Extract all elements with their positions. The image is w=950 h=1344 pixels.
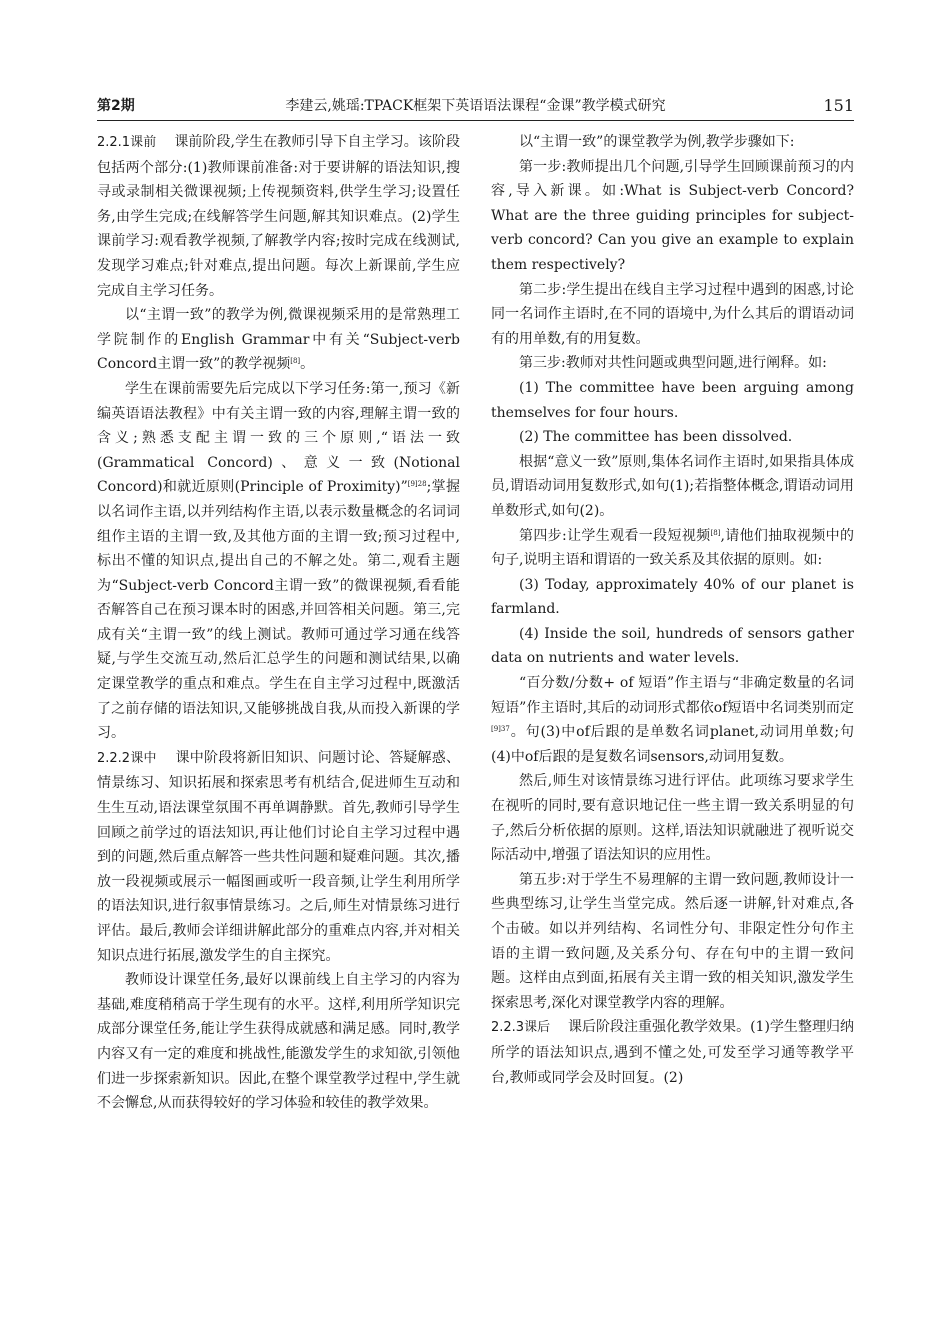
paragraph [491, 524, 854, 573]
paragraph-text: 教师设计课堂任务,最好以课前线上自主学习的内容为基础,难度稍稍高于学生现有的水平。这样,利用所学知识完成部分课堂任务,能让学生获得成就感和满足感。同时,教学内容又有一定的难度和挑战性,能激发学生的求知欲,引领他们进一步探索新知识。因此,在整个课堂教学过程中,学生就不会懈怠,从而获得较好的学习体验和较佳的教学效果。 [97, 972, 460, 1112]
paragraph-text: 。句(3)中of后跟的是单数名词planet,动词用单数;句(4)中of后跟的是复数名词sensors,动词用复数。 [491, 724, 854, 765]
paragraph-text: 第一步:教师提出几个问题,引导学生回顾课前预习的内容,导入新课。如:What is Subject-verb Concord? What are the three guiding principles for subject-verb concord? Can you give an example to explain them respectively? [491, 158, 854, 273]
citation: [8] [710, 528, 721, 537]
paragraph [491, 130, 854, 155]
paragraph-text: (3) Today, approximately 40% of our planet is farmland. [491, 576, 854, 618]
paragraph-text: 第四步:让学生观看一段短视频 [519, 527, 711, 544]
paragraph-text: (1) The committee have been arguing among themselves for four hours. [491, 379, 854, 421]
paragraph-text: 以“主谓一致”的课堂教学为例,教学步骤如下: [519, 134, 795, 150]
paragraph [491, 769, 854, 867]
issue-number: 第2期 [97, 98, 135, 114]
paragraph-text: 第三步:教师对共性问题或典型问题,进行阐释。如: [519, 355, 827, 372]
paragraph [491, 1015, 854, 1090]
paragraph [97, 303, 460, 377]
paragraph-text: ;掌握以名词作主语,以并列结构作主语,以表示数量概念的名词词组作主语的主谓一致,及其他方面的主谓一致;预习过程中,标出不懂的知识点,提出自己的不解之处。第二,观看主题为“Subject-verb Concord主谓一致”的微课视频,看看能否解答自己在预习课本时的困惑,并回答相关问题。第三,完成有关“主谓一致”的线上测试。教师可通过学习通在线答疑,与学生交流互动,然后汇总学生的问题和测试结果,以确定课堂教学的重点和难点。学生在自主学习过程中,既激活了之前存储的语法知识,又能够挑战自我,从而投入新课的学习。 [97, 479, 460, 742]
paragraph [491, 868, 854, 1016]
paragraph [97, 746, 460, 968]
paragraph-text: 学生在课前需要先后完成以下学习任务:第一,预习《新编英语语法教程》中有关主谓一致的内容,理解主谓一致的含义;熟悉支配主谓一致的三个原则,“语法一致(Grammatical Concord)、意义一致(Notional Concord)和就近原则(Principle of Proximity)” [97, 380, 460, 496]
left-column [97, 130, 460, 1116]
paragraph-text: 第五步:对于学生不易理解的主谓一致问题,教师设计一些典型练习,让学生当堂完成。然后逐一讲解,针对难点,各个击破。如以并列结构、名词性分句、非限定性分句作主语的主谓一致问题,及关系分句、存在句中的主谓一致问题。这样由点到面,拓展有关主谓一致的相关知识,激发学生探索思考,深化对课堂教学内容的理解。 [491, 871, 854, 1011]
paragraph-text: 课前阶段,学生在教师引导下自主学习。该阶段包括两个部分:(1)教师课前准备:对于要讲解的语法知识,搜寻或录制相关微课视频;上传视频资料,供学生学习;设置任务,由学生完成;在线解答学生问题,解其知识难点。(2)学生课前学习:观看教学视频,了解教学内容;按时完成在线测试,发现学习难点;针对难点,提出问题。每次上新课前,学生应完成自主学习任务。 [97, 134, 460, 299]
right-column [491, 130, 854, 1090]
section-heading-2-2-2: 2.2.2课中 [97, 750, 157, 766]
paragraph [97, 968, 460, 1116]
article-title-header: 李建云,姚瑶:TPACK框架下英语语法课程“金课”教学模式研究 [285, 98, 666, 114]
paragraph [491, 450, 854, 524]
citation: [9]28 [407, 480, 427, 489]
paragraph [491, 671, 854, 769]
citation: [9]37 [491, 725, 510, 734]
paragraph-text: ,请他们抽取视频中的句子,说明主语和谓语的一致关系及其依据的原则。如: [491, 527, 854, 569]
paragraph-text: 然后,师生对该情景练习进行评估。此项练习要求学生在视听的同时,要有意识地记住一些主谓一致关系明显的句子,然后分析依据的原则。这样,语法知识就融进了视听说交际活动中,增强了语法知识的应用性。 [491, 773, 854, 864]
paragraph-text: “百分数/分数+ of 短语”作主语与“非确定数量的名词短语”作主语时,其后的动词形式都依of短语中名词类别而定 [491, 675, 854, 716]
example-sentence [491, 425, 854, 450]
section-heading-2-2-3: 2.2.3课后 [491, 1020, 551, 1036]
paragraph-text: 以“主谓一致”的教学为例,微课视频采用的是常熟理工学院制作的English Grammar中有关“Subject-verb Concord主谓一致”的教学视频 [97, 307, 460, 373]
paragraph-text: 。 [300, 356, 315, 373]
example-sentence [491, 376, 854, 425]
page-number: 151 [823, 96, 854, 115]
paragraph [491, 155, 854, 278]
paragraph-text: 根据“意义一致”原则,集体名词作主语时,如果指具体成员,谓语动词用复数形式,如句(1);若指整体概念,谓语动词用单数形式,如句(2)。 [491, 453, 854, 519]
paragraph-text: 第二步:学生提出在线自主学习过程中遇到的困惑,讨论同一名词作主语时,在不同的语境中,为什么其后的谓语动词有的用单数,有的用复数。 [491, 281, 854, 347]
citation: [8] [290, 357, 301, 366]
example-sentence [491, 622, 854, 671]
running-header [97, 96, 854, 121]
paragraph-text: 课中阶段将新旧知识、问题讨论、答疑解惑、情景练习、知识拓展和探索思考有机结合,促进师生互动和生生互动,语法课堂氛围不再单调静默。首先,教师引导学生回顾之前学过的语法知识,再让他们讨论自主学习过程中遇到的问题,然后重点解答一些共性问题和疑难问题。其次,播放一段视频或展示一幅图画或听一段音频,让学生利用所学的语法知识,进行叙事情景练习。之后,师生对情景练习进行评估。最后,教师会详细讲解此部分的重难点内容,并对相关知识点进行拓展,激发学生的自主探究。 [97, 749, 461, 964]
section-heading-2-2-1: 2.2.1课前 [97, 135, 157, 150]
paragraph [97, 377, 460, 746]
paragraph [97, 130, 460, 303]
paragraph-text: (2) The committee has been dissolved. [519, 429, 793, 446]
example-sentence [491, 573, 854, 622]
paragraph [491, 278, 854, 352]
paragraph-text: (4) Inside the soil, hundreds of sensors gather data on nutrients and water levels. [491, 625, 854, 667]
paragraph [491, 351, 854, 376]
paragraph-text: 课后阶段注重强化教学效果。(1)学生整理归纳所学的语法知识点,遇到不懂之处,可发至学习通等教学平台,教师或同学会及时回复。(2) [491, 1019, 854, 1086]
